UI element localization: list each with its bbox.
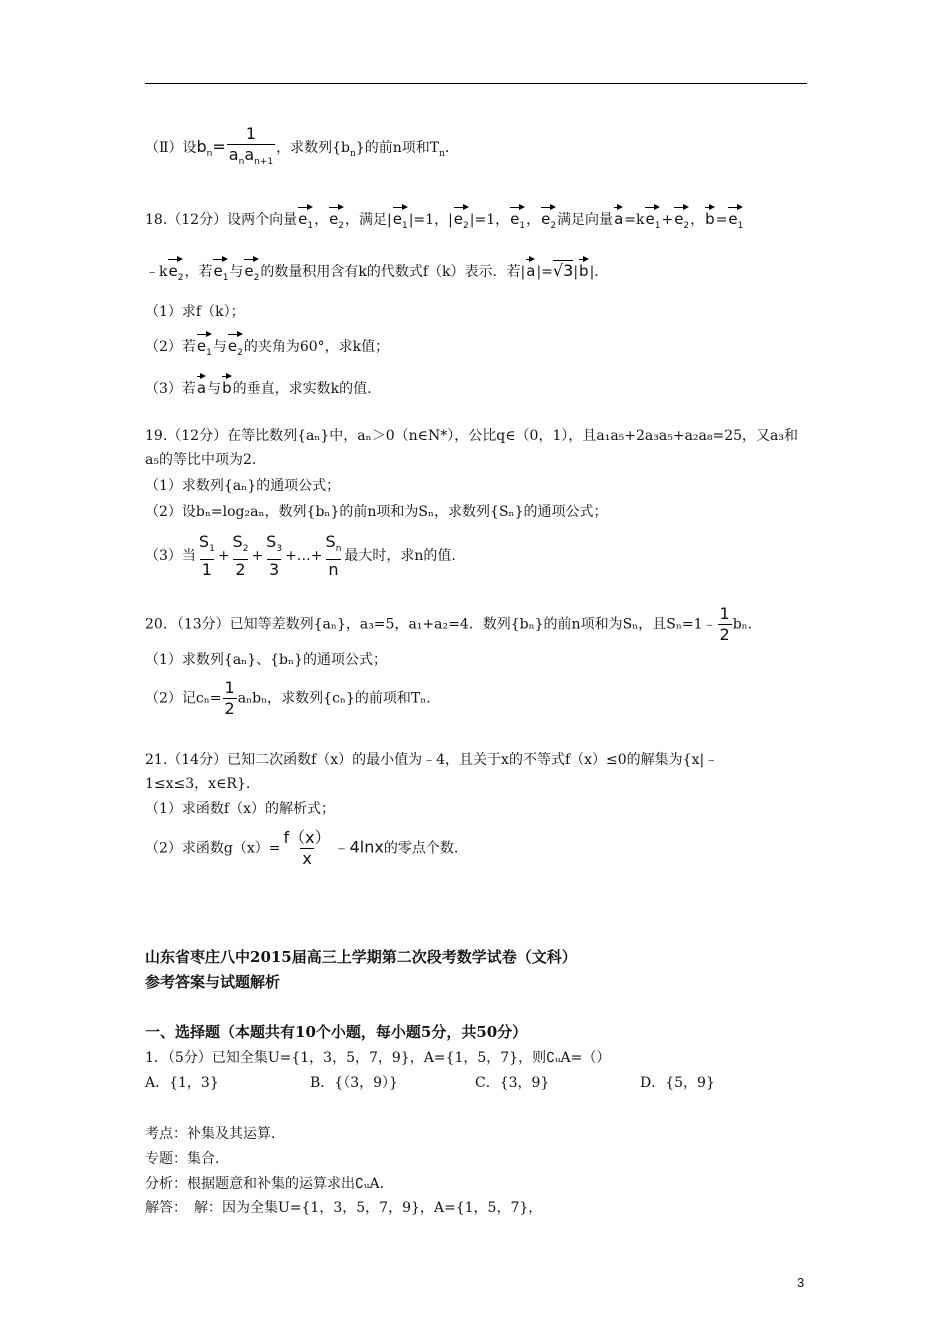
- q21-part1: （1）求函数f（x）的解析式；: [145, 801, 335, 817]
- q21-line2: 1≤x≤3，x∈R}.: [145, 776, 251, 792]
- fenxi: 分析：根据题意和补集的运算求出∁ᵤA．: [145, 1176, 394, 1192]
- option-d: D．{5，9}: [640, 1075, 715, 1091]
- q17-fraction: $\frac{1}{a_na_{n+1}}$: [227, 124, 275, 172]
- option-c: C．{3，9}: [475, 1075, 550, 1091]
- answer-q1: 1．（5分）已知全集U={1，3，5，7，9}，A={1，5，7}，则∁ᵤA=（）: [145, 1050, 611, 1066]
- jieda: 解答： 解：因为全集U={1，3，5，7，9}，A={1，5，7}，: [145, 1200, 543, 1216]
- section-heading: 一、选择题（本题共有10个小题，每小题5分，共50分）: [145, 1023, 528, 1041]
- q19-part2: （2）设bₙ=log₂aₙ，数列{bₙ}的前n项和为Sₙ，求数列{Sₙ}的通项公式；: [145, 504, 608, 520]
- q18-part2: （2）若$e_1$与$e_2$的夹角为60°，求k值；: [145, 330, 389, 363]
- q18-line1: 18.（12分）设两个向量$e_1$，$e_2$，满足$|e_1|=1$，$|e_2|=1$，$e_1$，$e_2$满足向量$a=ke_1+e_2$，$b=e_1$: [145, 203, 744, 236]
- q17-part2: （Ⅱ）设$b_n=$ $\frac{1}{a_na_{n+1}}$ ，求数列$\{b_n\}$的前n项和$T_n$.: [145, 124, 449, 172]
- q18-part3: （3）若a与b的垂直，求实数k的值.: [145, 372, 372, 399]
- q21-part2: （2）求函数g（x）= $\frac{f(x)}{x}$ ﹣4lnx的零点个数.: [145, 828, 459, 868]
- q20-part1: （1）求数列{aₙ}、{bₙ}的通项公式；: [145, 652, 387, 668]
- header-rule: [145, 83, 807, 84]
- zhuanti: 专题：集合．: [145, 1151, 229, 1167]
- q19-line1: 19.（12分）在等比数列{aₙ}中，aₙ＞0（n∈N*），公比q∈（0，1），且a₁a₅+2a₃a₅+a₂a₈=25，又a₃和: [145, 428, 799, 444]
- q19-part3: （3）当 $\frac{S_1}{1}$ + $\frac{S_2}{2}$ + $\frac{S_3}{3}$ +…+ $\frac{S_n}{n}$ 最大时，求n的值.: [145, 532, 456, 580]
- option-a: A．{1，3}: [145, 1075, 219, 1091]
- q19-line2: a₅的等比中项为2.: [145, 452, 257, 468]
- q18-part1: （1）求f（k）；: [145, 304, 245, 320]
- answers-subtitle: 参考答案与试题解析: [145, 973, 281, 991]
- option-b: B．{（3，9）}: [310, 1075, 398, 1091]
- q20-line1: 20．（13分）已知等差数列{aₙ}，a₃=5，a₁+a₂=4．数列{bₙ}的前n项和为Sₙ，且Sₙ=1﹣ $\frac{1}{2}$ bₙ.: [145, 604, 753, 644]
- q21-line1: 21.（14分）已知二次函数f（x）的最小值为﹣4，且关于x的不等式f（x）≤0的解集为{x|﹣: [145, 752, 719, 768]
- q18-line2: $﹣ke_2$，若$e_1$与$e_2$的数量积用含有k的代数式f（k）表示．若|a|=√3|b|．: [145, 255, 608, 288]
- q19-part1: （1）求数列{aₙ}的通项公式；: [145, 478, 341, 494]
- q20-part2: （2）记cₙ= $\frac{1}{2}$ aₙbₙ，求数列{cₙ}的前项和Tₙ.: [145, 678, 431, 718]
- answers-title: 山东省枣庄八中2015届高三上学期第二次段考数学试卷（文科）: [145, 948, 577, 966]
- kaodian: 考点：补集及其运算．: [145, 1126, 285, 1142]
- page-number: 3: [797, 1275, 805, 1290]
